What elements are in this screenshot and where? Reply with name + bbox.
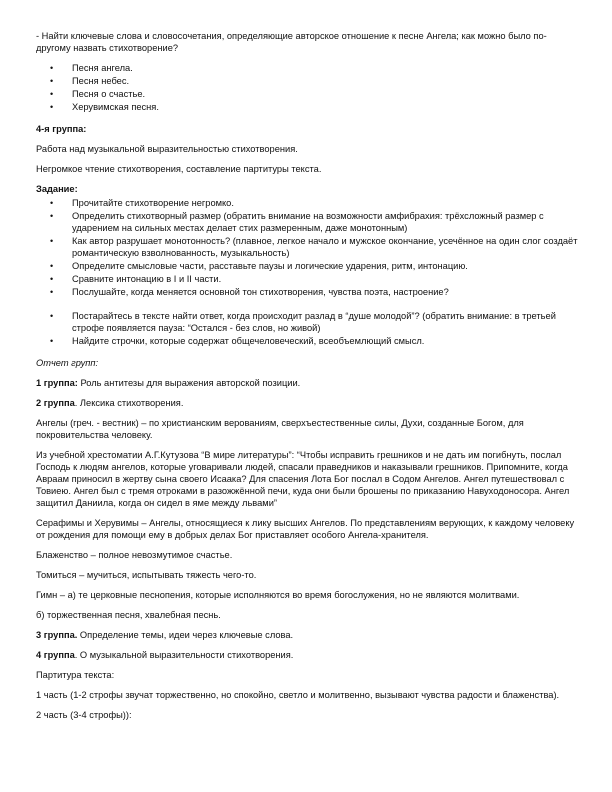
bullet-icon: • <box>50 211 54 221</box>
bullet-icon: • <box>50 76 54 86</box>
list-item: • Найдите строчки, которые содержат общечеловеческий, всеобъемлющий смысл. <box>50 336 425 346</box>
bullet-icon: • <box>50 336 54 346</box>
partitura-part2: 2 часть (3-4 строфы)): <box>36 710 132 720</box>
bullet-icon: • <box>50 198 54 208</box>
bullet-icon: • <box>50 89 54 99</box>
list-item: • Определите смысловые части, расставьте паузы и логические ударения, ритм, интонацию. <box>50 261 468 271</box>
definition-hymn-a: Гимн – а) те церковные песнопения, которые исполняются во время богослужения, но не являются молитвами. <box>36 590 520 600</box>
definition-angels: Ангелы (греч. - вестник) – по христианским верованиям, сверхъестественные силы, Духи, созданные Богом, для покровительства человеку. <box>36 418 524 440</box>
list-item: • Послушайте, когда меняется основной тон стихотворения, чувства поэта, настроение? <box>50 287 449 297</box>
report-group3: 3 группа. Определение темы, идеи через ключевые слова. <box>36 630 294 640</box>
bullet-icon: • <box>50 274 54 284</box>
list-item: • Постарайтесь в тексте найти ответ, когда происходит разлад в “душе молодой”? (обратить внимание: в третьей строфе появляется пауза: “Остался - без слов, но живой) <box>50 311 556 333</box>
list-item: • Как автор разрушает монотонность? (плавное, легкое начало и мужское окончание, усечённое на один слог создаёт романтическую взволнованность, музыкальность) <box>50 236 578 258</box>
list-item: • Херувимская песня. <box>50 102 159 112</box>
group4-line2: Негромкое чтение стихотворения, составление партитуры текста. <box>36 164 322 174</box>
group4-heading: 4-я группа: <box>36 124 87 134</box>
bullet-icon: • <box>50 311 54 321</box>
list-item: • Песня ангела. <box>50 63 133 73</box>
report-heading: Отчет групп: <box>36 358 99 368</box>
bullet-icon: • <box>50 287 54 297</box>
list-item: • Песня небес. <box>50 76 130 86</box>
partitura-heading: Партитура текста: <box>36 670 115 680</box>
list-item: • Сравните интонацию в I и II части. <box>50 274 222 284</box>
definition-bliss: Блаженство – полное невозмутимое счастье. <box>36 550 233 560</box>
list-item: • Песня о счастье. <box>50 89 146 99</box>
definition-hymn-b: б) торжественная песня, хвалебная песнь. <box>36 610 221 620</box>
report-group2: 2 группа. Лексика стихотворения. <box>36 398 184 408</box>
definition-seraphim: Серафимы и Херувимы – Ангелы, относящиеся к лику высших Ангелов. По представлениям верующих, к каждому человеку от рождения для помощи ему в добрых делах Бог приставляет особого Ангела-хранителя. <box>36 518 575 540</box>
khrestomatia-quote: Из учебной хрестоматии А.Г.Кутузова “В мире литературы”: “Чтобы исправить грешников и не дать им погибнуть, послал Господь к людям ангелов, которые уговаривали людей, спасали праведников и наказывали грешников. Припомните, когда Авраам приносил в жертву сына своего Исаака? Для спасения Лота Бог послал в Содом Ангелов. Ангел путешествовал с Товиею. Ангел был с тремя отроками в разожжённой печи, куда они были брошены по приказанию Навуходоносора. Ангел защитил Даниила, когда он сидел в яме между львами” <box>36 450 570 508</box>
intro-question: - Найти ключевые слова и словосочетания, определяющие авторское отношение к песне Ангела; как можно было по-другому назвать стихотворение? <box>36 31 547 53</box>
bullet-icon: • <box>50 236 54 246</box>
partitura-part1: 1 часть (1-2 строфы звучат торжественно, но спокойно, светло и молитвенно, вызывают чувства радости и блаженства). <box>36 690 560 700</box>
report-group4: 4 группа. О музыкальной выразительности стихотворения. <box>36 650 294 660</box>
document-page <box>36 30 580 729</box>
definition-tomitsya: Томиться – мучиться, испытывать тяжесть чего-то. <box>36 570 257 580</box>
list-item: • Определить стихотворный размер (обратить внимание на возможности амфибрахия: трёхсложный размер с ударением на сильных местах делает стих размеренным, даже монотонным) <box>50 211 544 233</box>
group4-line1: Работа над музыкальной выразительностью стихотворения. <box>36 144 298 154</box>
task-list-2 <box>36 310 580 347</box>
bullet-icon: • <box>50 261 54 271</box>
list-item: • Прочитайте стихотворение негромко. <box>50 198 234 208</box>
bullet-icon: • <box>50 102 54 112</box>
song-name-list <box>36 62 580 113</box>
task-heading: Задание: <box>36 184 78 194</box>
task-list <box>36 197 580 298</box>
report-group1: 1 группа: Роль антитезы для выражения авторской позиции. <box>36 378 301 388</box>
bullet-icon: • <box>50 63 54 73</box>
